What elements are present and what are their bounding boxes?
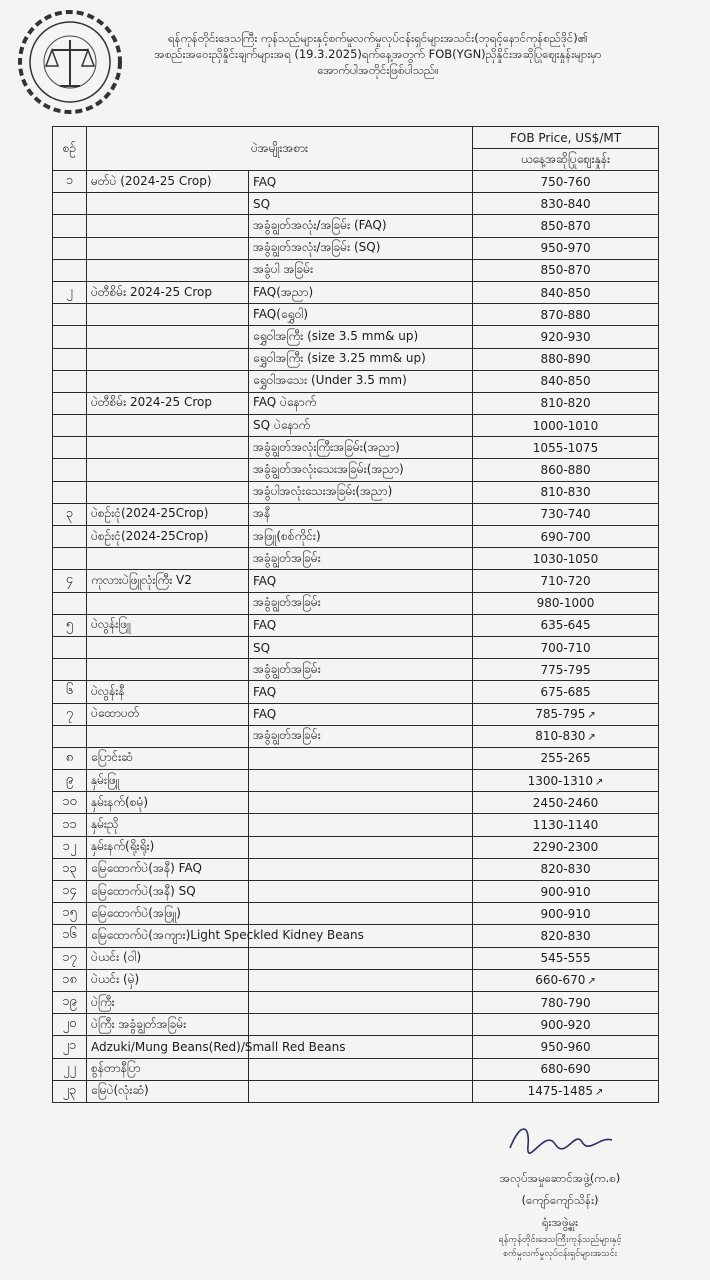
price-value: 950-960 bbox=[540, 1039, 591, 1054]
price-cell bbox=[473, 237, 659, 259]
price-cell bbox=[473, 526, 659, 548]
price-value: 810-830 bbox=[540, 485, 591, 500]
table-row bbox=[53, 171, 659, 193]
item-name: ပဲတီစိမ်း 2024-25 Crop bbox=[87, 392, 249, 414]
price-cell bbox=[473, 836, 659, 858]
price-value: 900-910 bbox=[540, 906, 591, 921]
price-cell bbox=[473, 814, 659, 836]
item-grade: အခွံချွတ်အလုံး/အခြမ်း (FAQ) bbox=[249, 215, 473, 237]
row-number: ၃ bbox=[53, 503, 87, 525]
table-row bbox=[53, 636, 659, 658]
price-value: 255-265 bbox=[540, 751, 591, 766]
item-grade: ရွှေဝါအကြီး (size 3.5 mm& up) bbox=[249, 326, 473, 348]
price-cell bbox=[473, 281, 659, 303]
item-name: ပဲကြီး အခွံချွတ်အခြမ်း bbox=[87, 1014, 249, 1036]
row-number bbox=[53, 193, 87, 215]
up-trend-icon: ↗ bbox=[587, 710, 596, 722]
price-value: 1030-1050 bbox=[532, 551, 599, 566]
row-number: ၄ bbox=[53, 570, 87, 592]
row-number: ၂ bbox=[53, 281, 87, 303]
price-value: 675-685 bbox=[540, 684, 591, 699]
row-number: ၅ bbox=[53, 614, 87, 636]
price-value: 830-840 bbox=[540, 196, 591, 211]
item-name: ပဲလွန်းဖြူ bbox=[87, 614, 249, 636]
item-grade bbox=[249, 858, 473, 880]
table-row bbox=[53, 703, 659, 725]
up-trend-icon: ↗ bbox=[587, 732, 596, 744]
table-row bbox=[53, 814, 659, 836]
org-line-2: စက်မှုလက်မှုလုပ်ငန်းရှင်များအသင်း bbox=[503, 1249, 617, 1259]
header-line-2: အစည်းအဝေးညှိနှိုင်းချက်များအရ (19.3.2025)ရက်နေ့အတွက် FOB(YGN)ညှိနှိုင်းအဆိုပြုဈေးနှုန်းများမှာ bbox=[154, 47, 602, 61]
item-name: နှမ်းနက်(ရိုးရိုး) bbox=[87, 836, 249, 858]
item-name: မြေထောက်ပဲ(အနီ) FAQ bbox=[87, 858, 249, 880]
price-value: 785-795 bbox=[535, 707, 586, 722]
header-line-1: ရန်ကုန်တိုင်းဒေသကြီး ကုန်သည်များနှင့်စက်မှုလက်မှုလုပ်ငန်းရှင်များအသင်း(ဘုရင့်နောင်ကုန်စည်ဒိုင်)၏ bbox=[168, 31, 588, 45]
table-row bbox=[53, 1036, 659, 1058]
item-grade bbox=[249, 814, 473, 836]
price-cell bbox=[473, 215, 659, 237]
price-value: 820-830 bbox=[540, 862, 591, 877]
price-value: 850-870 bbox=[540, 263, 591, 278]
table-row bbox=[53, 437, 659, 459]
item-grade bbox=[249, 1080, 473, 1102]
item-name: မြေထောက်ပဲ(အဖြူ) bbox=[87, 903, 249, 925]
table-row bbox=[53, 1080, 659, 1102]
row-number: ၂၁ bbox=[53, 1036, 87, 1058]
item-grade: SQ ပဲနောက် bbox=[249, 415, 473, 437]
price-cell bbox=[473, 770, 659, 792]
item-grade: အခွံချွတ်အလုံးကြီးအခြမ်း(အညာ) bbox=[249, 437, 473, 459]
item-name bbox=[87, 304, 249, 326]
item-grade: FAQ(အညာ) bbox=[249, 281, 473, 303]
price-cell bbox=[473, 437, 659, 459]
item-grade bbox=[249, 747, 473, 769]
item-grade bbox=[249, 991, 473, 1013]
table-row bbox=[53, 548, 659, 570]
price-cell bbox=[473, 259, 659, 281]
item-name: ပဲထောပတ် bbox=[87, 703, 249, 725]
price-value: 700-710 bbox=[540, 640, 591, 655]
row-number bbox=[53, 326, 87, 348]
table-row bbox=[53, 481, 659, 503]
price-value: 870-880 bbox=[540, 307, 591, 322]
row-number: ၁၇ bbox=[53, 947, 87, 969]
row-number bbox=[53, 659, 87, 681]
row-number bbox=[53, 459, 87, 481]
item-grade bbox=[249, 1014, 473, 1036]
item-name: နှမ်းညို bbox=[87, 814, 249, 836]
price-cell bbox=[473, 925, 659, 947]
table-row bbox=[53, 281, 659, 303]
table-row bbox=[53, 659, 659, 681]
item-grade: အဖြူ(စစ်ကိုင်း) bbox=[249, 526, 473, 548]
table-row bbox=[53, 947, 659, 969]
item-name bbox=[87, 548, 249, 570]
table-row bbox=[53, 415, 659, 437]
item-grade bbox=[249, 1058, 473, 1080]
table-row bbox=[53, 881, 659, 903]
item-name: မြေထောက်ပဲ(အကျား)Light Speckled Kidney Beans bbox=[87, 925, 249, 947]
price-value: 810-820 bbox=[540, 396, 591, 411]
row-number bbox=[53, 415, 87, 437]
table-row bbox=[53, 348, 659, 370]
table-row bbox=[53, 193, 659, 215]
row-number bbox=[53, 304, 87, 326]
item-name bbox=[87, 481, 249, 503]
price-value: 840-850 bbox=[540, 285, 591, 300]
table-row bbox=[53, 969, 659, 991]
price-value: 850-870 bbox=[540, 218, 591, 233]
col-price-subheader: ယနေ့အဆိုပြုဈေးနှုန်း bbox=[473, 149, 659, 171]
price-value: 730-740 bbox=[540, 507, 591, 522]
price-value: 660-670 bbox=[535, 973, 586, 988]
price-value: 840-850 bbox=[540, 374, 591, 389]
item-grade bbox=[249, 881, 473, 903]
price-value: 1475-1485 bbox=[527, 1084, 594, 1099]
row-number: ၉ bbox=[53, 770, 87, 792]
row-number: ၇ bbox=[53, 703, 87, 725]
col-item-header: ပဲအမျိုးအစား bbox=[87, 127, 473, 171]
header-line-3: အောက်ပါအတိုင်းဖြစ်ပါသည်။ bbox=[317, 63, 439, 77]
row-number: ၁၀ bbox=[53, 792, 87, 814]
price-cell bbox=[473, 570, 659, 592]
price-value: 900-920 bbox=[540, 1017, 591, 1032]
price-cell bbox=[473, 969, 659, 991]
price-cell bbox=[473, 1014, 659, 1036]
table-row bbox=[53, 304, 659, 326]
item-grade: FAQ bbox=[249, 171, 473, 193]
price-cell bbox=[473, 481, 659, 503]
up-trend-icon: ↗ bbox=[587, 976, 596, 988]
price-value: 2450-2460 bbox=[532, 795, 599, 810]
row-number: ၈ bbox=[53, 747, 87, 769]
price-table bbox=[52, 126, 659, 1103]
row-number: ၁၂ bbox=[53, 836, 87, 858]
table-row bbox=[53, 259, 659, 281]
price-value: 980-1000 bbox=[536, 596, 595, 611]
item-grade: အခွံချွတ်အခြမ်း bbox=[249, 659, 473, 681]
item-name bbox=[87, 237, 249, 259]
price-cell bbox=[473, 614, 659, 636]
price-cell bbox=[473, 725, 659, 747]
table-row bbox=[53, 237, 659, 259]
price-value: 775-795 bbox=[540, 662, 591, 677]
item-grade bbox=[249, 770, 473, 792]
item-name bbox=[87, 326, 249, 348]
row-number bbox=[53, 592, 87, 614]
row-number bbox=[53, 526, 87, 548]
price-cell bbox=[473, 1058, 659, 1080]
price-cell bbox=[473, 1080, 659, 1102]
signatory-name: (ကျော်ကျော်သိန်း) bbox=[521, 1193, 599, 1207]
item-name: ပဲယင်း (ဝါ) bbox=[87, 947, 249, 969]
org-line-1: ရန်ကုန်တိုင်းဒေသကြီးကုန်သည်များနှင့် bbox=[498, 1235, 622, 1245]
association-seal bbox=[14, 6, 126, 118]
price-cell bbox=[473, 193, 659, 215]
item-grade bbox=[249, 792, 473, 814]
item-name: စွန်တာနီပြာ bbox=[87, 1058, 249, 1080]
row-number bbox=[53, 259, 87, 281]
price-value: 635-645 bbox=[540, 618, 591, 633]
price-value: 780-790 bbox=[540, 995, 591, 1010]
item-name: Adzuki/Mung Beans(Red)/Small Red Beans bbox=[87, 1036, 249, 1058]
price-cell bbox=[473, 881, 659, 903]
table-row bbox=[53, 503, 659, 525]
row-number bbox=[53, 370, 87, 392]
col-no-header: စဉ် bbox=[53, 127, 87, 171]
row-number: ၁၃ bbox=[53, 858, 87, 880]
item-name: နှမ်းဖြူ bbox=[87, 770, 249, 792]
price-cell bbox=[473, 903, 659, 925]
price-value: 545-555 bbox=[540, 951, 591, 966]
item-grade: FAQ ပဲနောက် bbox=[249, 392, 473, 414]
table-row bbox=[53, 747, 659, 769]
row-number: ၂၂ bbox=[53, 1058, 87, 1080]
item-grade: FAQ bbox=[249, 703, 473, 725]
item-name bbox=[87, 259, 249, 281]
price-value: 810-830 bbox=[535, 729, 586, 744]
price-value: 1000-1010 bbox=[532, 418, 599, 433]
price-value: 2290-2300 bbox=[532, 840, 599, 855]
item-name bbox=[87, 725, 249, 747]
table-row bbox=[53, 326, 659, 348]
item-grade bbox=[249, 969, 473, 991]
item-grade: အခွံချွတ်အခြမ်း bbox=[249, 725, 473, 747]
price-value: 710-720 bbox=[540, 573, 591, 588]
row-number bbox=[53, 215, 87, 237]
table-row bbox=[53, 459, 659, 481]
item-grade: ရွှေဝါအကြီး (size 3.25 mm& up) bbox=[249, 348, 473, 370]
row-number bbox=[53, 392, 87, 414]
item-grade: အခွံချွတ်အလုံးသေးအခြမ်း(အညာ) bbox=[249, 459, 473, 481]
item-name bbox=[87, 215, 249, 237]
price-cell bbox=[473, 792, 659, 814]
price-cell bbox=[473, 348, 659, 370]
table-row bbox=[53, 614, 659, 636]
price-table-body bbox=[53, 171, 659, 1103]
item-grade: SQ bbox=[249, 193, 473, 215]
table-row bbox=[53, 681, 659, 703]
price-cell bbox=[473, 459, 659, 481]
price-cell bbox=[473, 171, 659, 193]
item-name bbox=[87, 348, 249, 370]
up-trend-icon: ↗ bbox=[595, 1087, 604, 1099]
row-number: ၁၉ bbox=[53, 991, 87, 1013]
price-cell bbox=[473, 392, 659, 414]
item-grade: FAQ bbox=[249, 681, 473, 703]
table-row bbox=[53, 725, 659, 747]
table-row bbox=[53, 1014, 659, 1036]
table-row bbox=[53, 925, 659, 947]
price-cell bbox=[473, 947, 659, 969]
item-grade: FAQ bbox=[249, 614, 473, 636]
price-value: 690-700 bbox=[540, 529, 591, 544]
price-value: 820-830 bbox=[540, 928, 591, 943]
row-number bbox=[53, 481, 87, 503]
table-row bbox=[53, 215, 659, 237]
item-grade bbox=[249, 903, 473, 925]
item-grade: SQ bbox=[249, 636, 473, 658]
col-price-header: FOB Price, US$/MT bbox=[473, 127, 659, 149]
table-row bbox=[53, 903, 659, 925]
item-grade: FAQ bbox=[249, 570, 473, 592]
row-number: ၁၆ bbox=[53, 925, 87, 947]
item-name bbox=[87, 592, 249, 614]
document-header bbox=[118, 30, 638, 78]
row-number bbox=[53, 237, 87, 259]
item-grade: ရွှေဝါအသေး (Under 3.5 mm) bbox=[249, 370, 473, 392]
price-cell bbox=[473, 991, 659, 1013]
row-number: ၁ bbox=[53, 171, 87, 193]
price-cell bbox=[473, 503, 659, 525]
price-value: 1130-1140 bbox=[532, 818, 599, 833]
item-name bbox=[87, 659, 249, 681]
item-name bbox=[87, 415, 249, 437]
price-cell bbox=[473, 747, 659, 769]
committee-title: အလုပ်အမှုဆောင်အဖွဲ့(က.စ) bbox=[499, 1171, 621, 1185]
table-row bbox=[53, 570, 659, 592]
price-cell bbox=[473, 681, 659, 703]
item-grade: FAQ(ရွှေဝါ) bbox=[249, 304, 473, 326]
table-row bbox=[53, 392, 659, 414]
item-grade: အနီ bbox=[249, 503, 473, 525]
item-name: ပဲစဉ်းငုံ(2024-25Crop) bbox=[87, 503, 249, 525]
price-value: 1300-1310 bbox=[527, 773, 594, 788]
item-grade bbox=[249, 947, 473, 969]
price-cell bbox=[473, 592, 659, 614]
price-value: 900-910 bbox=[540, 884, 591, 899]
price-value: 1055-1075 bbox=[532, 440, 599, 455]
item-name: ကုလားပဲဖြူလုံးကြီး V2 bbox=[87, 570, 249, 592]
table-row bbox=[53, 792, 659, 814]
row-number bbox=[53, 348, 87, 370]
price-cell bbox=[473, 415, 659, 437]
price-value: 920-930 bbox=[540, 329, 591, 344]
price-cell bbox=[473, 703, 659, 725]
table-row bbox=[53, 770, 659, 792]
item-name: ပဲတီစိမ်း 2024-25 Crop bbox=[87, 281, 249, 303]
row-number bbox=[53, 548, 87, 570]
price-cell bbox=[473, 304, 659, 326]
table-row bbox=[53, 836, 659, 858]
item-name: နှမ်းနက်(စမုံ) bbox=[87, 792, 249, 814]
item-grade bbox=[249, 836, 473, 858]
item-grade: အခွံပါအလုံးသေးအခြမ်း(အညာ) bbox=[249, 481, 473, 503]
signature-block bbox=[440, 1118, 680, 1261]
signature-icon bbox=[500, 1118, 620, 1160]
table-row bbox=[53, 526, 659, 548]
price-cell bbox=[473, 326, 659, 348]
row-number bbox=[53, 437, 87, 459]
item-name: ပြောင်းဆံ bbox=[87, 747, 249, 769]
item-name: မတ်ပဲ (2024-25 Crop) bbox=[87, 171, 249, 193]
item-grade: အခွံချွတ်အခြမ်း bbox=[249, 592, 473, 614]
price-cell bbox=[473, 858, 659, 880]
item-name: ပဲယင်း (မှဲ) bbox=[87, 969, 249, 991]
price-cell bbox=[473, 1036, 659, 1058]
item-name: ပဲစဉ်းငုံ(2024-25Crop) bbox=[87, 526, 249, 548]
item-grade: အခွံချွတ်အခြမ်း bbox=[249, 548, 473, 570]
price-value: 880-890 bbox=[540, 352, 591, 367]
signatory-role: ရုံးအဖွဲ့မှူး bbox=[541, 1215, 579, 1229]
table-row bbox=[53, 592, 659, 614]
row-number bbox=[53, 725, 87, 747]
header-row bbox=[53, 127, 659, 149]
row-number bbox=[53, 636, 87, 658]
up-trend-icon: ↗ bbox=[595, 776, 604, 788]
row-number: ၁၅ bbox=[53, 903, 87, 925]
row-number: ၁၈ bbox=[53, 969, 87, 991]
item-name bbox=[87, 193, 249, 215]
item-name: ပဲလွန်းနီ bbox=[87, 681, 249, 703]
price-value: 860-880 bbox=[540, 463, 591, 478]
row-number: ၁၁ bbox=[53, 814, 87, 836]
item-name: ပဲကြီး bbox=[87, 991, 249, 1013]
item-name: မြေပဲ(လုံးဆံ) bbox=[87, 1080, 249, 1102]
price-value: 750-760 bbox=[540, 174, 591, 189]
price-value: 950-970 bbox=[540, 241, 591, 256]
table-row bbox=[53, 991, 659, 1013]
row-number: ၂၃ bbox=[53, 1080, 87, 1102]
item-name bbox=[87, 370, 249, 392]
row-number: ၁၄ bbox=[53, 881, 87, 903]
price-cell bbox=[473, 659, 659, 681]
price-cell bbox=[473, 548, 659, 570]
item-name bbox=[87, 459, 249, 481]
table-row bbox=[53, 370, 659, 392]
price-cell bbox=[473, 370, 659, 392]
row-number: ၂၀ bbox=[53, 1014, 87, 1036]
item-grade: အခွံချွတ်အလုံး/အခြမ်း (SQ) bbox=[249, 237, 473, 259]
table-row bbox=[53, 858, 659, 880]
item-name bbox=[87, 437, 249, 459]
row-number: ၆ bbox=[53, 681, 87, 703]
price-cell bbox=[473, 636, 659, 658]
price-value: 680-690 bbox=[540, 1062, 591, 1077]
table-row bbox=[53, 1058, 659, 1080]
item-grade: အခွံပါ အခြမ်း bbox=[249, 259, 473, 281]
item-name bbox=[87, 636, 249, 658]
item-name: မြေထောက်ပဲ(အနီ) SQ bbox=[87, 881, 249, 903]
